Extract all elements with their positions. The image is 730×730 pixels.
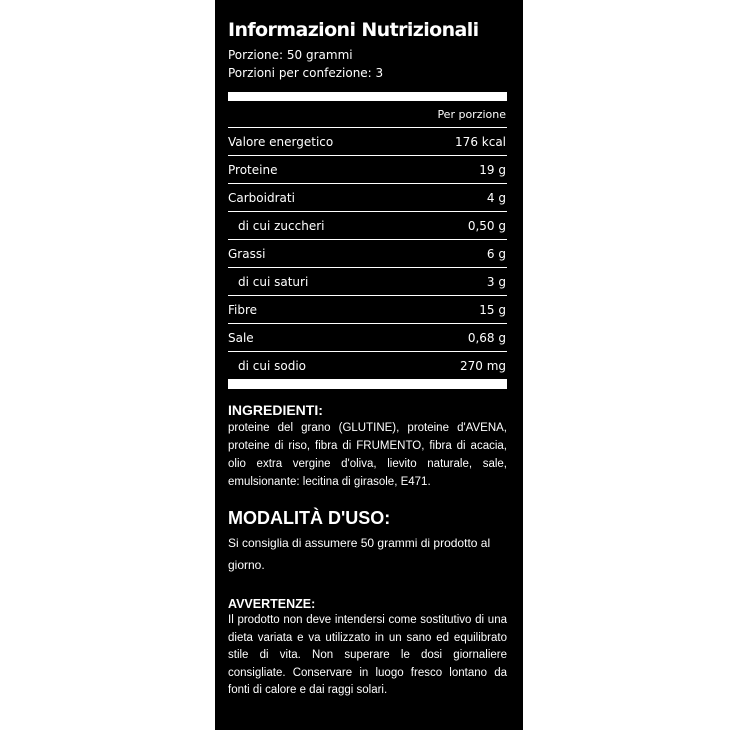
nutrient-name: di cui zuccheri bbox=[238, 218, 325, 233]
nutrient-value: 15 g bbox=[479, 302, 506, 317]
nutrition-title: Informazioni Nutrizionali bbox=[228, 19, 479, 41]
nutrient-name: Grassi bbox=[228, 246, 266, 261]
nutrient-name: Valore energetico bbox=[228, 134, 334, 149]
nutrient-value: 4 g bbox=[486, 190, 506, 205]
bottom-divider-bar bbox=[228, 380, 507, 389]
nutrient-row-fats bbox=[228, 240, 507, 268]
nutrient-row-sodium bbox=[228, 352, 507, 380]
warnings-heading: AVVERTENZE: bbox=[228, 597, 316, 611]
usage-heading: MODALITÀ D'USO: bbox=[228, 508, 391, 528]
serving-size: Porzione: 50 grammi bbox=[228, 48, 353, 62]
nutrient-name: Fibre bbox=[228, 302, 258, 317]
nutrient-row-carbohydrates bbox=[228, 184, 507, 212]
nutrient-row-fibre bbox=[228, 296, 507, 324]
nutrient-value: 6 g bbox=[486, 246, 506, 261]
top-divider-bar bbox=[228, 92, 507, 101]
nutrient-value: 0,50 g bbox=[467, 218, 506, 233]
servings-per-pack: Porzioni per confezione: 3 bbox=[228, 66, 384, 80]
nutrient-value: 270 mg bbox=[459, 358, 506, 373]
nutrient-name: Sale bbox=[228, 330, 254, 345]
nutrient-value: 3 g bbox=[486, 274, 506, 289]
ingredients-text: proteine del grano (GLUTINE), proteine d'AVENA, proteine di riso, fibra di FRUMENTO, fibra di acacia, olio extra vergine d'oliva, lievito naturale, sale, emulsionante: lecitina di girasole, E471. bbox=[228, 422, 507, 488]
nutrient-name: Carboidrati bbox=[228, 190, 295, 205]
nutrition-label-panel bbox=[215, 0, 523, 730]
nutrient-name: di cui saturi bbox=[238, 274, 309, 289]
nutrient-row-saturated-fats bbox=[228, 268, 507, 296]
column-header-per-serving: Per porzione bbox=[228, 101, 507, 128]
nutrient-name: di cui sodio bbox=[238, 358, 307, 373]
nutrient-value: 19 g bbox=[479, 162, 506, 177]
ingredients-heading: INGREDIENTI: bbox=[228, 402, 323, 418]
nutrient-table bbox=[228, 128, 507, 380]
nutrient-value: 0,68 g bbox=[467, 330, 506, 345]
nutrient-name: Proteine bbox=[228, 162, 278, 177]
nutrient-value: 176 kcal bbox=[455, 134, 506, 149]
nutrient-row-energy bbox=[228, 128, 507, 156]
nutrient-row-protein bbox=[228, 156, 507, 184]
nutrient-row-salt bbox=[228, 324, 507, 352]
usage-text: Si consiglia di assumere 50 grammi di prodotto al giorno. bbox=[228, 536, 491, 572]
warnings-text: Il prodotto non deve intendersi come sostitutivo di una dieta variata e va utilizzato in un sano ed equilibrato stile di vita. Non superare le dosi giornaliere consigliate. Conservare in luogo fresco lontano da fonti di calore e dai raggi solari. bbox=[228, 614, 507, 696]
nutrient-row-sugars bbox=[228, 212, 507, 240]
